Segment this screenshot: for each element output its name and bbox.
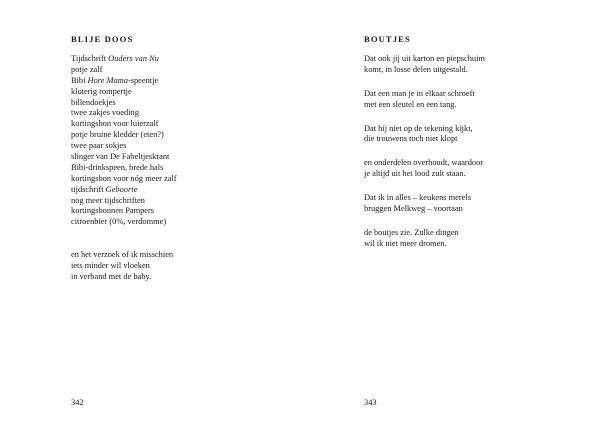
poem-line: en onderdelen overhoudt, waardoor — [364, 158, 484, 168]
stanza-break — [71, 228, 177, 239]
poem-line: Dat een man je in elkaar schroeft — [364, 88, 475, 98]
poem-line: potje bruine kledder (eten?) — [71, 130, 164, 140]
poem-line: nog meer tijdschriften — [71, 195, 145, 205]
poem-line: twee zakjes voeding — [71, 108, 139, 118]
poem-line: je altijd uit het lood zult staan. — [364, 169, 466, 179]
stanza-break — [364, 215, 485, 228]
poem-title: BLIJE DOOS — [71, 34, 134, 44]
page-number: 343 — [364, 398, 377, 407]
page-number: 342 — [71, 398, 84, 407]
stanza-break — [364, 145, 485, 158]
poem-line: de boutjes zie. Zulke dingen — [364, 227, 459, 237]
poem-body — [71, 54, 177, 283]
poem-line: Dat ook jij uit karton en piepschuim — [364, 54, 485, 63]
poem-line: wil ik niet meer dromen. — [364, 238, 447, 248]
poem-line: twee paar sokjes — [71, 141, 127, 151]
poem-line: bruggen Melkweg – voortaan — [364, 204, 463, 214]
poem-line: Tijdschrift Ouders van Nu — [71, 54, 159, 63]
poem-line: Bibi Hore Mama-speentje — [71, 75, 159, 85]
right-page — [300, 0, 600, 432]
poem-line: Dat ik in alles – keukens merels — [364, 193, 471, 203]
poem-line: potje zalf — [71, 64, 103, 74]
poem-line: Bibi-drinkspeen, brede hals — [71, 162, 164, 172]
poem-line: kortingsbon voor luierzalf — [71, 119, 159, 129]
poem-line: en het verzoek of ik misschien — [71, 250, 174, 260]
stanza-break — [364, 76, 485, 89]
stanza-break — [364, 111, 485, 124]
poem-line: slinger van De Fabeltjeskrant — [71, 152, 170, 162]
poem-line: citroenbier (0%, verdomme) — [71, 217, 167, 227]
poem-line: in verband met de baby. — [71, 271, 152, 281]
poem-title: BOUTJES — [364, 34, 411, 44]
poem-line: komt, in losse delen uitgestald. — [364, 64, 468, 74]
stanza-break — [364, 180, 485, 193]
poem-body — [364, 54, 485, 250]
poem-line: kortingsbon voor nóg meer zalf — [71, 173, 177, 183]
poem-line: tijdschrift Geboorte — [71, 184, 138, 194]
poem-line: die trouwens toch niet klopt — [364, 134, 458, 144]
poem-line: Dat hij niet op de tekening kijkt, — [364, 123, 473, 133]
poem-line: kloterig rompertje — [71, 86, 132, 96]
poem-line: kortingsbonnen Pampers — [71, 206, 155, 216]
stanza-break — [71, 239, 177, 250]
poem-line: met een sleutel en een tang. — [364, 99, 457, 109]
poem-line: billendoekjes — [71, 97, 116, 107]
poem-line: iets minder wil vloeken — [71, 260, 150, 270]
